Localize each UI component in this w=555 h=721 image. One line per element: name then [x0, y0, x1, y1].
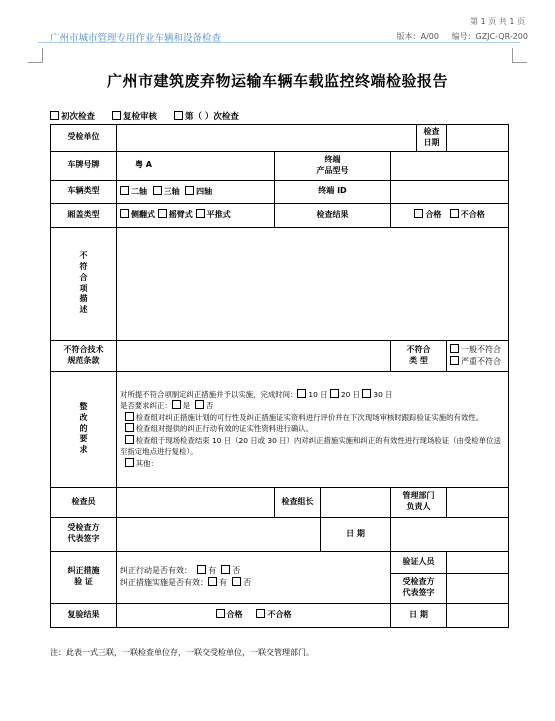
checkbox[interactable] [112, 111, 121, 120]
label-rectification: 整 改 的 要 求 [51, 371, 117, 487]
result-options: 合格 不合格 [391, 203, 509, 227]
verifier-field[interactable] [447, 551, 509, 573]
nonconform-type-options: 一般不符合 严重不符合 [447, 340, 509, 371]
unit-rep-sign-2-field[interactable] [447, 573, 509, 603]
label-date: 日 期 [321, 517, 391, 551]
label-unit-rep-sign-2: 受检查方 代表签字 [391, 573, 447, 603]
label-inspected-unit: 受检单位 [51, 125, 117, 152]
label-unit-rep-sign: 受检查方 代表签字 [51, 517, 117, 551]
footnote: 注：此表一式三联，一联检查单位存，一联交受检单位，一联交管理部门。 [50, 648, 314, 657]
checkbox[interactable] [125, 435, 134, 444]
checkbox[interactable] [50, 111, 59, 120]
crop-mark-left [28, 48, 43, 63]
inspected-unit-field[interactable] [117, 125, 417, 152]
unit-rep-sign-field[interactable] [117, 517, 321, 551]
label-recheck-result: 复验结果 [51, 603, 117, 627]
checkbox[interactable] [362, 389, 371, 398]
label-corrective-verify: 纠正措施 验 证 [51, 551, 117, 603]
crop-mark-right [512, 48, 527, 63]
label-terminal-model: 终端 产品型号 [275, 151, 391, 180]
checkbox[interactable] [221, 565, 230, 574]
checkbox[interactable] [158, 209, 167, 218]
checkbox[interactable] [120, 186, 129, 195]
recheck-options: 合格 不合格 [117, 603, 391, 627]
technical-spec-field[interactable] [117, 340, 391, 371]
nonconformity-description-field[interactable] [117, 227, 509, 340]
inspection-form-table [50, 124, 509, 628]
label-technical-spec: 不符合技术 规范条款 [51, 340, 117, 371]
checkbox[interactable] [256, 609, 265, 618]
checkbox[interactable] [414, 209, 423, 218]
label-vehicle-type: 车辆类型 [51, 180, 117, 203]
header-divider [38, 42, 520, 43]
header-doc-info [397, 31, 528, 42]
checkbox[interactable] [196, 209, 205, 218]
inspection-date-field[interactable] [447, 125, 509, 152]
checkbox[interactable] [330, 389, 339, 398]
checkbox[interactable] [195, 400, 204, 409]
option-nth[interactable]: 第（ ）次检查 [174, 112, 239, 122]
option-initial[interactable]: 初次检查 [50, 112, 95, 122]
label-inspection-date: 检查日期 [417, 125, 447, 152]
label-verifier: 验证人员 [391, 551, 447, 573]
inspection-type-row [50, 110, 253, 122]
label-body-type: 厢盖类型 [51, 203, 117, 227]
checkbox[interactable] [297, 389, 306, 398]
label-result: 检查结果 [275, 203, 391, 227]
checkbox[interactable] [125, 423, 134, 432]
body-type-options: 侧翻式 摇臂式 平推式 [117, 203, 275, 227]
checkbox[interactable] [450, 344, 459, 353]
checkbox[interactable] [450, 209, 459, 218]
plate-number-field[interactable]: 粤 A [117, 151, 275, 180]
terminal-id-field[interactable] [391, 180, 509, 203]
checkbox[interactable] [185, 186, 194, 195]
checkbox[interactable] [120, 209, 129, 218]
checkbox[interactable] [153, 186, 162, 195]
doc-number: 编号：GZJC-QR-200 [451, 32, 528, 41]
verification-questions: 纠正行动是否有效： 有 否 纠正措施实施是否有效： 有 否 [117, 551, 391, 603]
checkbox[interactable] [125, 412, 134, 421]
label-plate-number: 车牌号牌 [51, 151, 117, 180]
page-indicator: 第 1 页 共 1 页 [470, 17, 525, 26]
checkbox[interactable] [450, 356, 459, 365]
checkbox[interactable] [232, 577, 241, 586]
checkbox[interactable] [197, 565, 206, 574]
checkbox[interactable] [208, 577, 217, 586]
header-org-label: 广州市城市管理专用作业车辆和设备检查 [50, 33, 222, 44]
report-title: 广州市建筑废弃物运输车辆车载监控终端检验报告 [106, 72, 448, 90]
checkbox[interactable] [216, 609, 225, 618]
option-recheck[interactable]: 复检审核 [112, 112, 157, 122]
label-inspector: 检查员 [51, 487, 117, 517]
terminal-model-field[interactable] [391, 151, 509, 180]
inspector-field[interactable] [117, 487, 275, 517]
checkbox[interactable] [174, 111, 183, 120]
checkbox[interactable] [172, 400, 181, 409]
label-recheck-date: 日 期 [391, 603, 447, 627]
dept-head-field[interactable] [447, 487, 509, 517]
label-nonconform-type: 不符合 类 型 [391, 340, 447, 371]
date-field[interactable] [391, 517, 509, 551]
label-team-leader: 检查组长 [275, 487, 321, 517]
checkbox[interactable] [125, 458, 134, 467]
label-nonconformity-description: 不 符 合 项 描 述 [51, 227, 117, 340]
version-label: 版本：A/00 [396, 32, 439, 41]
rectification-requirements: 对所提不符合项制定纠正措施并予以实施，完成时间： 10 日 20 日 30 日 是否要求纠正： 是 否 检查组对纠正措施计划的可行性及纠正措施证实资料进行评价并在下次现场审核时跟踪验证实施的有效性。 检查组对提供的纠正行动有效的证实性资料进行确认。 检查组于现场检查结束 10 日（20 日或 30 日）内对纠正措施实施和纠正的有效性进行现场验证（由受检单位送至指定地点进行复检）。 其他： [117, 371, 509, 487]
label-dept-head: 管理部门 负责人 [391, 487, 447, 517]
label-terminal-id: 终端 ID [275, 180, 391, 203]
recheck-date-field[interactable] [447, 603, 509, 627]
vehicle-type-options: 二轴 三轴 四轴 [117, 180, 275, 203]
team-leader-field[interactable] [321, 487, 391, 517]
